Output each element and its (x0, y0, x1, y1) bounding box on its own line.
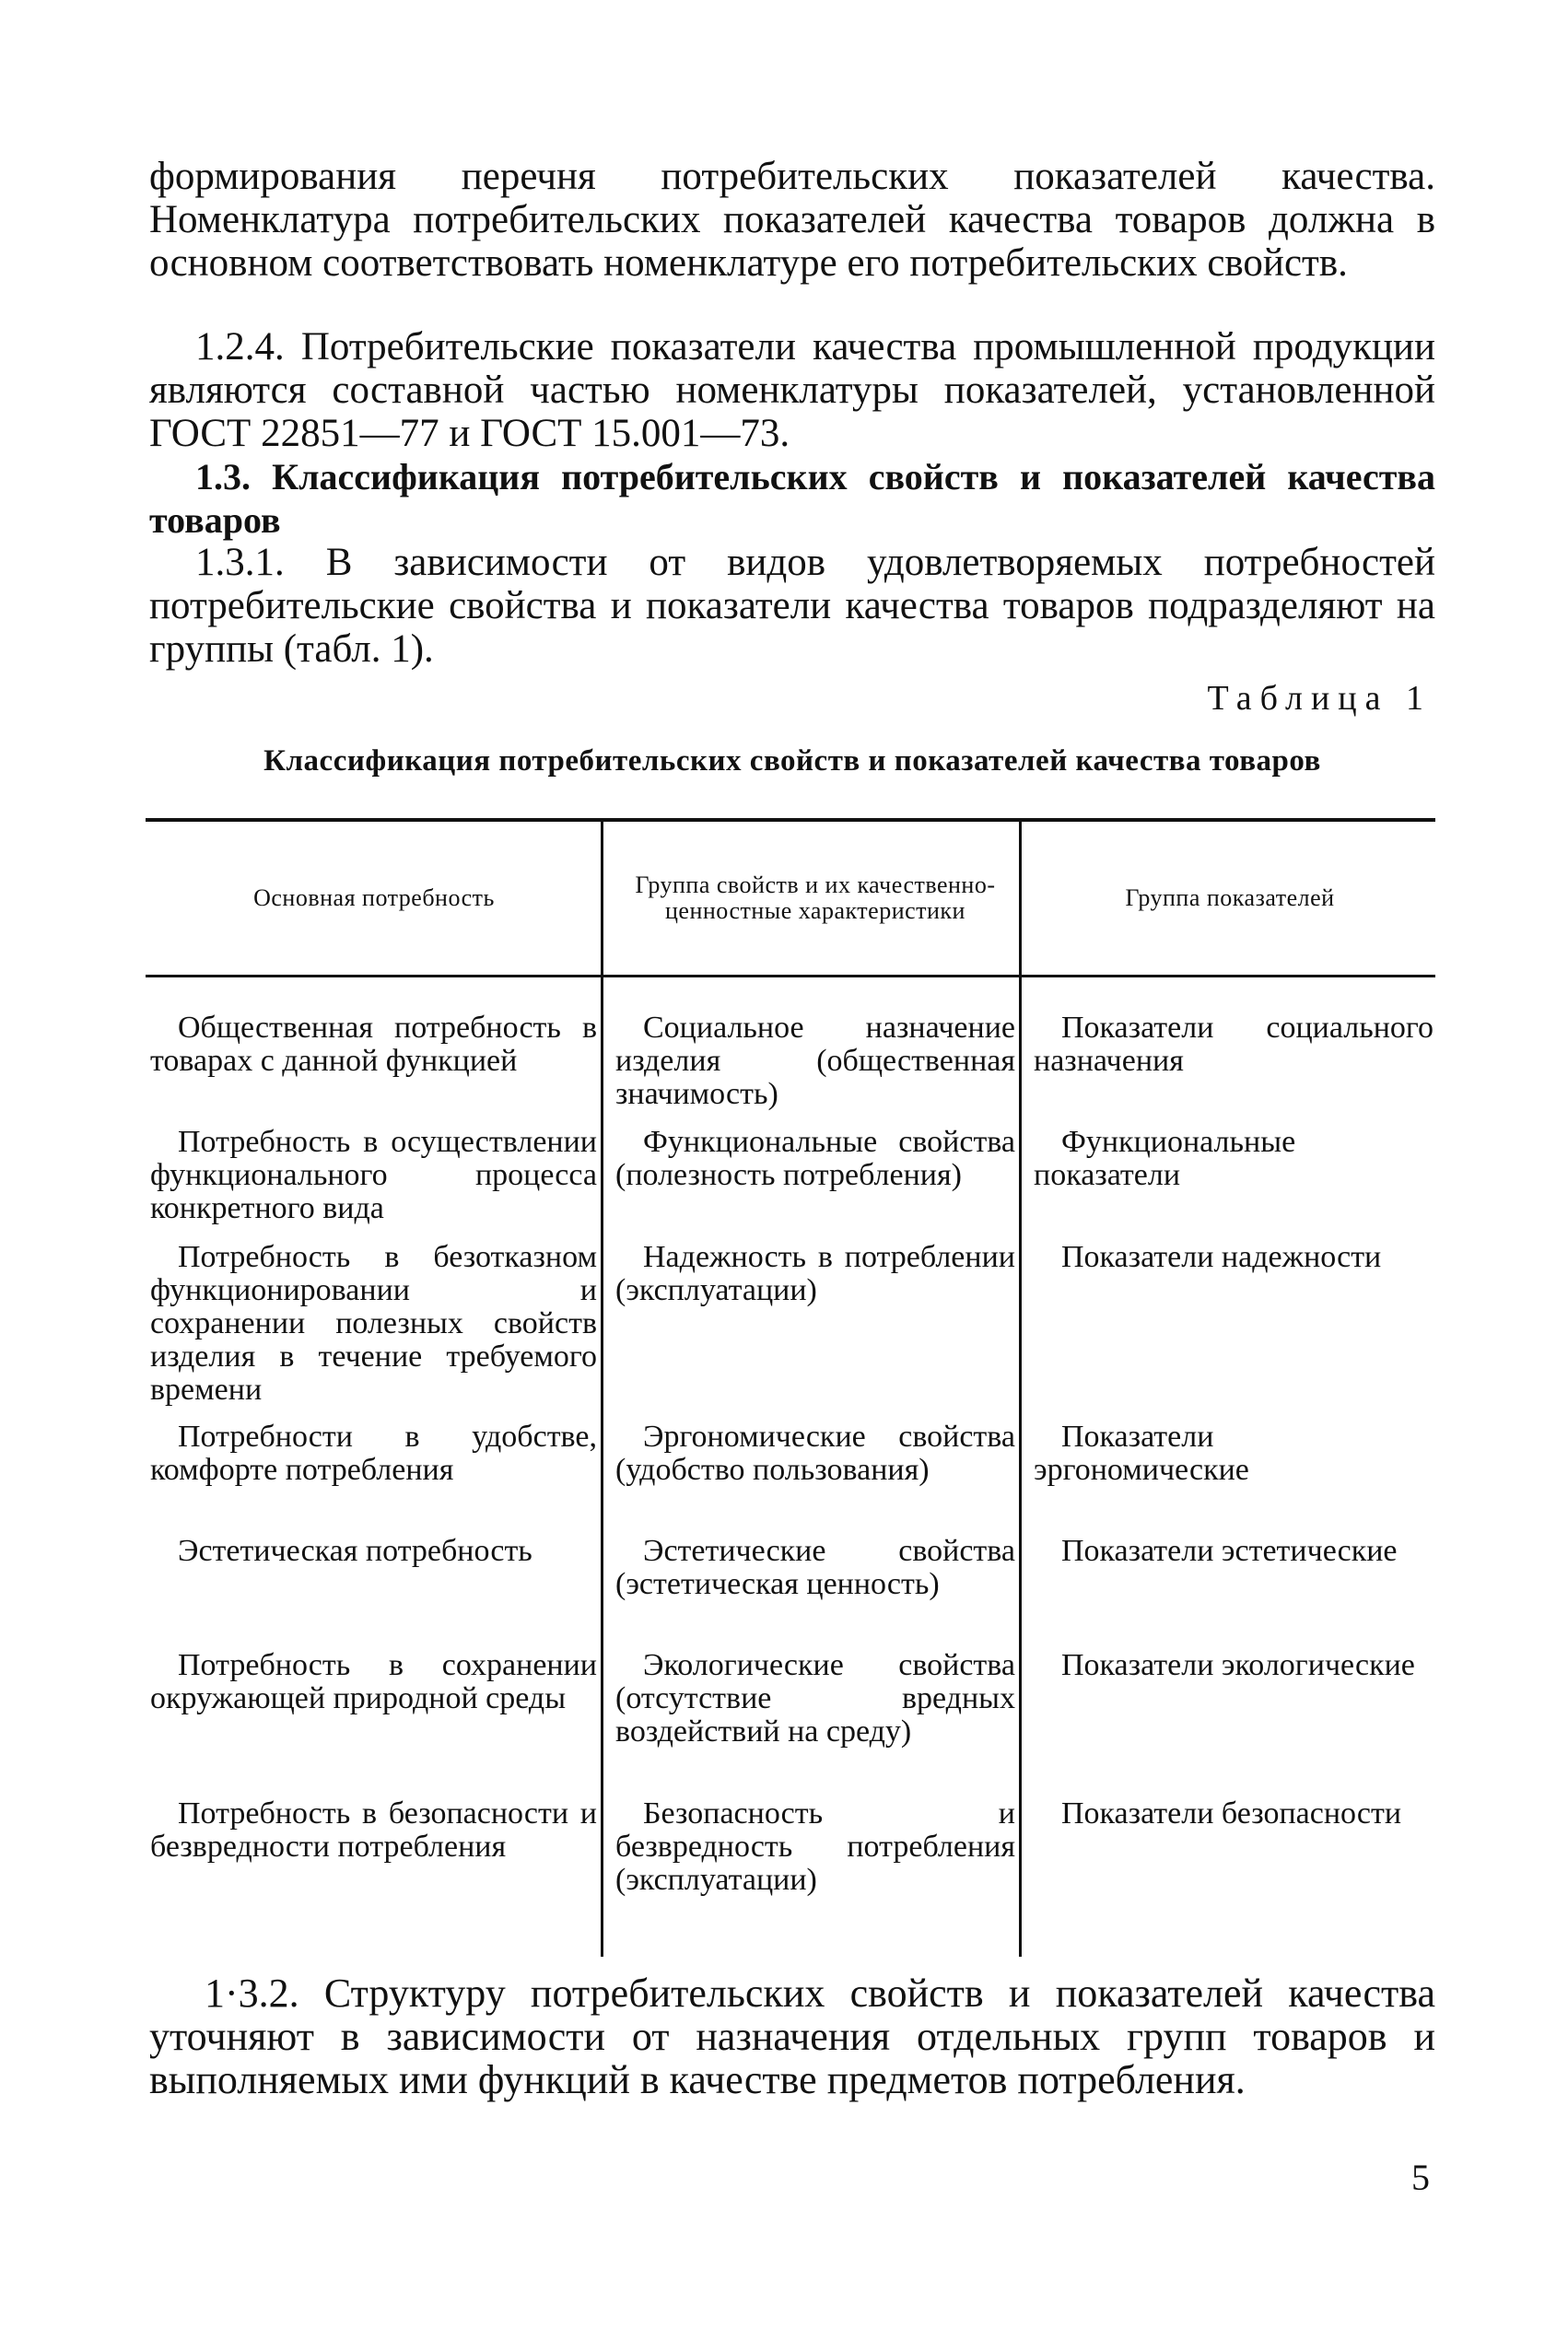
table-header-indicator-group: Группа показателей (1125, 884, 1335, 911)
table-header-rule (146, 975, 1435, 977)
table-cell-text: Потребность в безотказном функционировании и сохранении полезных свойств изделия в течение требуемого времени (150, 1240, 597, 1407)
paragraph-1-2-4-text: 1.2.4. Потребительские показатели качества промышленной продукции являются составной частью номенклатуры показателей, установленной ГОСТ 22851—77 и ГОСТ 15.001—73. (149, 325, 1435, 455)
table-cell (615, 1421, 1015, 1487)
table-header-property-group: Группа свойств и их качественно-ценностные характеристики (635, 872, 996, 924)
table-cell (150, 1126, 597, 1225)
paragraph-1-3-1-text: 1.3.1. В зависимости от видов удовлетворяемых потребностей потребительские свойства и показатели качества товаров подразделяют на группы (табл. 1). (149, 541, 1435, 671)
paragraph-nomenclature: формирования перечня потребительских показателей качества. Номенклатура потребительских показателей качества товаров должна в основном соответствовать номенклатуре его потребительских свойств. (149, 155, 1435, 285)
table-cell-text: Показатели социального назначения (1034, 1011, 1433, 1078)
table-cell (150, 1421, 597, 1487)
table-cell-text: Эстетические свойства (эстетическая ценность) (615, 1534, 1015, 1601)
section-heading-1-3 (149, 455, 1435, 542)
section-heading-1-3-text: 1.3. Классификация потребительских свойств и показателей качества товаров (149, 456, 1435, 541)
table-cell (615, 1012, 1015, 1111)
table-cell-text: Потребность в безопасности и безвредности потребления (150, 1796, 597, 1864)
table-cell-text: Безопасность и безвредность потребления (эксплуатации) (615, 1796, 1015, 1897)
table-cell-text: Показатели безопасности (1061, 1796, 1402, 1831)
table-cell (1034, 1421, 1433, 1487)
table-title: Классификация потребительских свойств и показателей качества товаров (263, 744, 1321, 778)
table-cell-text: Эргономические свойства (удобство пользования) (615, 1420, 1015, 1487)
table-cell-text: Общественная потребность в товарах с данной функцией (150, 1011, 597, 1078)
table-cell-text: Потребность в сохранении окружающей природной среды (150, 1648, 597, 1715)
table-cell-text: Показатели эстетические (1061, 1534, 1398, 1568)
table-cell (615, 1649, 1015, 1749)
table-cell (1034, 1535, 1433, 1568)
table-cell-text: Экологические свойства (отсутствие вредных воздействий на среду) (615, 1648, 1015, 1749)
table-cell-text: Показатели надежности (1061, 1240, 1382, 1274)
table-cell-text: Надежность в потреблении (эксплуатации) (615, 1240, 1015, 1307)
table-cell-text: Эстетическая потребность (178, 1534, 532, 1568)
table-cell (1034, 1126, 1433, 1192)
table-cell-text: Потребность в осуществлении функционального процесса конкретного вида (150, 1125, 597, 1225)
paragraph-1-3-1 (149, 541, 1435, 671)
table-cell (615, 1797, 1015, 1897)
table-cell-text: Показатели эргономические (1034, 1420, 1249, 1487)
page-number: 5 (1411, 2157, 1430, 2198)
table-cell (150, 1535, 597, 1568)
table-label: Таблица 1 (1207, 679, 1432, 718)
table-cell (1034, 1012, 1433, 1078)
table-header-basic-need: Основная потребность (253, 884, 495, 911)
table-cell (1034, 1241, 1433, 1274)
table-cell (150, 1241, 597, 1407)
table-cell-text: Функциональные свойства (полезность потребления) (615, 1125, 1015, 1192)
table-cell (150, 1012, 597, 1078)
table-top-rule (146, 818, 1435, 822)
paragraph-1-2-4 (149, 325, 1435, 455)
table-cell-text: Потребности в удобстве, комфорте потребления (150, 1420, 597, 1487)
table-cell-text: Функциональные показатели (1034, 1125, 1296, 1192)
table-cell (615, 1126, 1015, 1192)
table-cell (615, 1535, 1015, 1601)
table-cell (615, 1241, 1015, 1307)
paragraph-1-3-2-text: 1·3.2. Структуру потребительских свойств и показателей качества уточняют в зависимости от назначения отдельных групп товаров и выполняемых ими функций в качестве предметов потребления. (149, 1971, 1435, 2102)
table-column-divider-2 (1019, 822, 1022, 1957)
paragraph-1-3-2 (149, 1971, 1435, 2101)
table-cell (1034, 1797, 1433, 1831)
table-cell (1034, 1649, 1433, 1682)
table-cell-text: Социальное назначение изделия (общественная значимость) (615, 1011, 1015, 1111)
table-cell (150, 1649, 597, 1715)
table-cell (150, 1797, 597, 1864)
table-cell-text: Показатели экологические (1061, 1648, 1415, 1682)
table-column-divider-1 (601, 822, 603, 1957)
